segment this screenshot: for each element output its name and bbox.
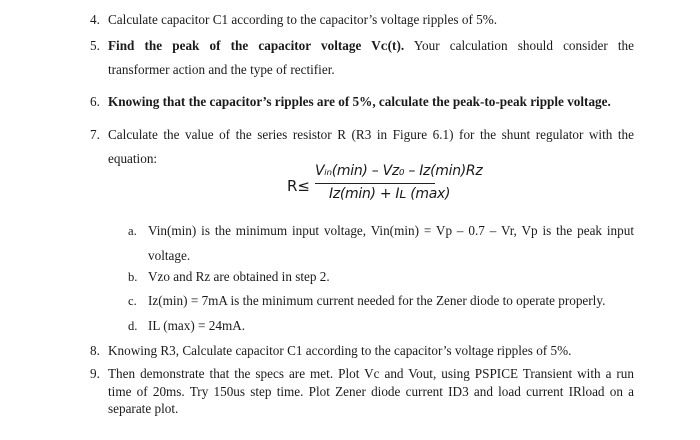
item-9-line-1: Then demonstrate that the specs are met. Plot Vc and Vout, using PSPICE Transient with a run — [108, 366, 634, 381]
fraction-bar — [315, 183, 435, 184]
item-number-4: 4. — [90, 12, 100, 27]
subitem-letter-c: c. — [128, 294, 137, 308]
resistor-formula — [285, 163, 483, 213]
item-5-bold-text: Find the peak of the capacitor voltage Vᴄ(t). — [108, 38, 405, 53]
item-9-line-2: time of 20ms. Try 150us step time. Plot Zener diode current ID3 and load current IRload on a — [108, 384, 634, 399]
item-number-6: 6. — [90, 94, 100, 109]
subitem-letter-d: d. — [128, 319, 138, 333]
subitem-letter-a: a. — [128, 224, 137, 238]
subitem-a-line-1: Vin(min) is the minimum input voltage, Vin(min) = Vp – 0.7 – Vr, Vp is the peak input — [148, 223, 634, 238]
formula-numerator: Vᵢₙ(min) – Vᴢ₀ – Iᴢ(min)Rᴢ — [315, 163, 483, 179]
item-8-text: Knowing R3, Calculate capacitor C1 according to the capacitor’s voltage ripples of 5%. — [108, 343, 572, 358]
item-5-line-1 — [108, 38, 634, 54]
subitem-d-text: IL (max) = 24mA. — [148, 318, 246, 333]
item-6-text: Knowing that the capacitor’s ripples are of 5%, calculate the peak-to-peak ripple voltage. — [108, 94, 611, 109]
item-5-rest-text: Your calculation should consider the — [413, 38, 634, 53]
subitem-b-text: Vzo and Rz are obtained in step 2. — [148, 269, 330, 284]
item-number-7: 7. — [90, 127, 100, 142]
item-7-line-2: equation: — [108, 151, 158, 166]
formula-denominator: Iᴢ(min) + Iʟ (max) — [329, 186, 451, 202]
subitem-a-line-2: voltage. — [148, 248, 191, 263]
formula-lhs: R≤ — [287, 177, 310, 195]
item-7-line-1: Calculate the value of the series resistor R (R3 in Figure 6.1) for the shunt regulator with the — [108, 127, 634, 142]
item-5-line-2: transformer action and the type of rectifier. — [108, 62, 335, 77]
item-number-8: 8. — [90, 343, 100, 358]
subitem-c-text: Iz(min) = 7mA is the minimum current needed for the Zener diode to operate properly. — [148, 293, 606, 308]
item-9-line-3: separate plot. — [108, 401, 179, 416]
item-4-text: Calculate capacitor C1 according to the capacitor’s voltage ripples of 5%. — [108, 12, 498, 27]
item-number-5: 5. — [90, 38, 100, 53]
subitem-letter-b: b. — [128, 270, 138, 284]
item-number-9: 9. — [90, 366, 100, 381]
